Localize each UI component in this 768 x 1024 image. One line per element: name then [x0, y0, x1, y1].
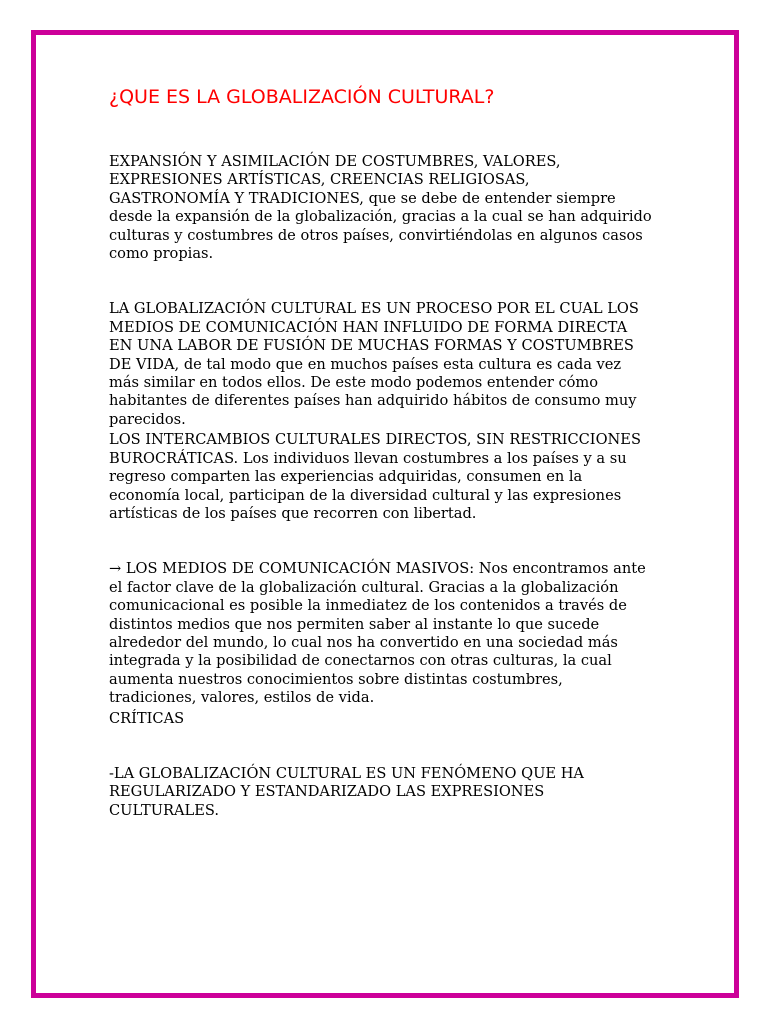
section-heading-criticas: CRÍTICAS: [109, 709, 185, 727]
paragraph-criticism: -LA GLOBALIZACIÓN CULTURAL ES UN FENÓMENO QUE HA REGULARIZADO Y ESTANDARIZADO LAS EXPRESIONES CULTURALES.: [109, 764, 584, 819]
paragraph-exchanges: LOS INTERCAMBIOS CULTURALES DIRECTOS, SIN RESTRICCIONES BUROCRÁTICAS. Los individuos llevan costumbres a los países y a su regreso comparten las experiencias adquiridas, consumen en la economía local, participan de la diversidad cultural y las expresiones artísticas de los países que recorren con libertad.: [109, 431, 641, 522]
document-title: ¿QUE ES LA GLOBALIZACIÓN CULTURAL?: [109, 86, 495, 108]
paragraph-process: LA GLOBALIZACIÓN CULTURAL ES UN PROCESO POR EL CUAL LOS MEDIOS DE COMUNICACIÓN HAN INFLUIDO DE FORMA DIRECTA EN UNA LABOR DE FUSIÓN DE MUCHAS FORMAS Y COSTUMBRES DE VIDA, de tal modo que en muchos países esta cultura es cada vez más similar en todos ellos. De este modo podemos entender cómo habitantes de diferentes países han adquirido hábitos de consumo muy parecidos.: [109, 300, 639, 428]
document-body: [109, 85, 654, 820]
paragraph-mass-media: → LOS MEDIOS DE COMUNICACIÓN MASIVOS: Nos encontramos ante el factor clave de la globalización cultural. Gracias a la globalización comunicacional es posible la inmediatez de los contenidos a través de distintos medios que nos permiten saber al instante lo que sucede alrededor del mundo, lo cual nos ha convertido en una sociedad más integrada y la posibilidad de conectarnos con otras culturas, la cual aumenta nuestros conocimientos sobre distintas costumbres, tradiciones, valores, estilos de vida.: [109, 560, 646, 707]
paragraph-definition: EXPANSIÓN Y ASIMILACIÓN DE COSTUMBRES, VALORES, EXPRESIONES ARTÍSTICAS, CREENCIAS RELIGIOSAS, GASTRONOMÍA Y TRADICIONES, que se debe de entender siempre desde la expansión de la globalización, gracias a la cual se han adquirido culturas y costumbres de otros países, convirtiéndolas en algunos casos como propias.: [109, 153, 652, 263]
